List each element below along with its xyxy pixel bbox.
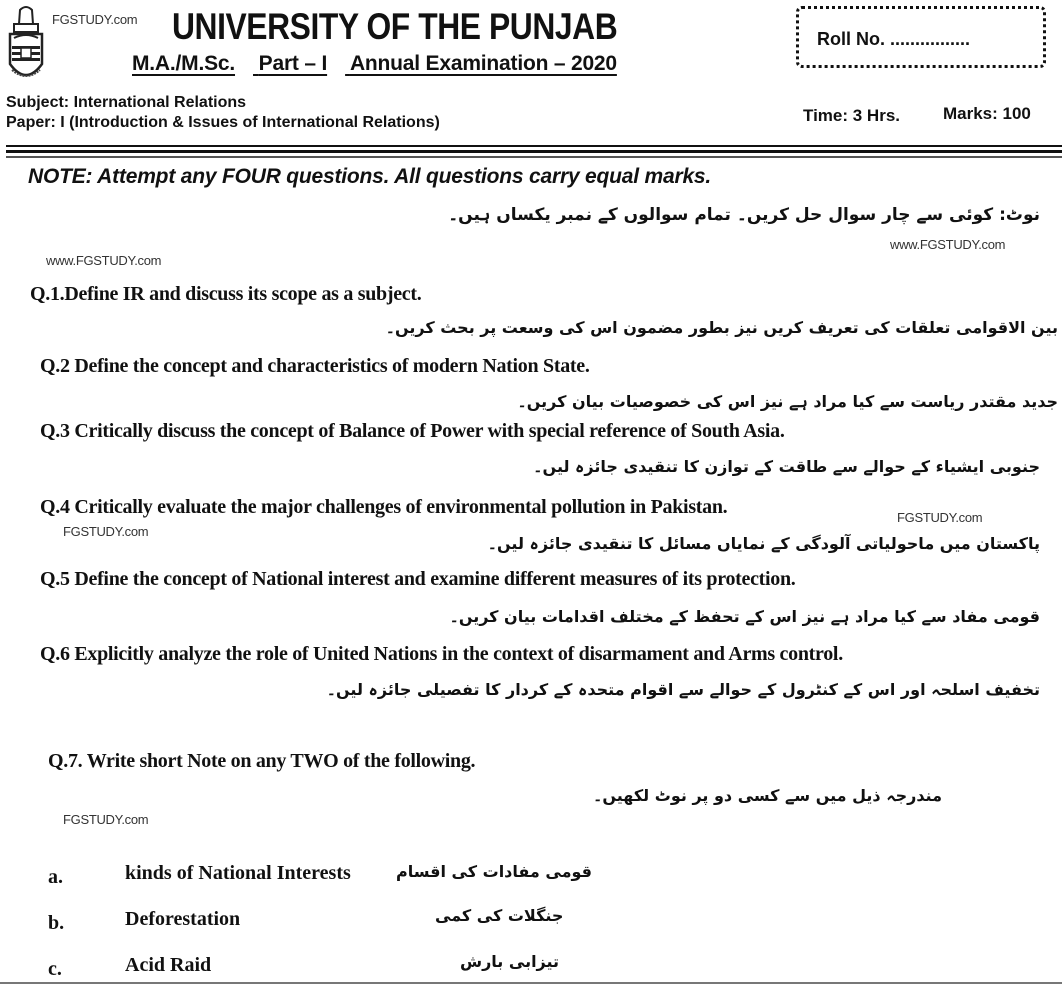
option-b-letter: b. <box>48 912 65 934</box>
instructions-note: NOTE: Attempt any FOUR questions. All questions carry equal marks. <box>28 165 712 188</box>
option-a-text: kinds of National Interests <box>125 862 351 884</box>
option-c-letter: c. <box>48 958 62 980</box>
question-5-urdu: قومی مفاد سے کیا مراد ہے نیز اس کے تحفظ کے مختلف اقدامات بیان کریں۔ <box>449 607 1040 626</box>
subject-label: Subject: International Relations <box>6 94 247 111</box>
watermark-text: FGSTUDY.com <box>63 524 149 539</box>
exam-label: Annual Examination – 2020 <box>349 52 617 75</box>
option-a-letter: a. <box>48 866 63 888</box>
watermark-text: www.FGSTUDY.com <box>890 237 1006 252</box>
program-label: M.A./M.Sc. <box>132 52 236 75</box>
watermark-text: FGSTUDY.com <box>897 510 983 525</box>
page-bottom-divider <box>0 982 1062 984</box>
question-4-urdu: پاکستان میں ماحولیاتی آلودگی کے نمایاں مسائل کا تنقیدی جائزہ لیں۔ <box>487 534 1040 553</box>
question-1: Q.1.Define IR and discuss its scope as a subject. <box>30 283 422 305</box>
header-divider-1 <box>6 145 1062 147</box>
watermark-text: www.FGSTUDY.com <box>46 253 162 268</box>
header-divider-3 <box>6 156 1062 158</box>
crest-icon <box>6 6 46 90</box>
roll-number-label: Roll No. ................ <box>817 29 971 49</box>
question-4: Q.4 Critically evaluate the major challenges of environmental pollution in Pakistan. <box>40 496 728 518</box>
question-2-urdu: جدید مقتدر ریاست سے کیا مراد ہے نیز اس کی خصوصیات بیان کریں۔ <box>517 392 1058 411</box>
question-1-urdu: بین الاقوامی تعلقات کی تعریف کریں نیز بطور مضمون اس کی وسعت پر بحث کریں۔ <box>385 318 1058 337</box>
question-7-urdu: مندرجہ ذیل میں سے کسی دو پر نوٹ لکھیں۔ <box>593 786 942 805</box>
question-3-urdu: جنوبی ایشیاء کے حوالے سے طاقت کے توازن کا تنقیدی جائزہ لیں۔ <box>533 457 1040 476</box>
part-label: Part – I <box>258 52 328 75</box>
instructions-note-urdu: نوٹ: کوئی سے چار سوال حل کریں۔ تمام سوالوں کے نمبر یکساں ہیں۔ <box>448 205 1040 225</box>
question-2: Q.2 Define the concept and characteristics of modern Nation State. <box>40 355 590 377</box>
question-7: Q.7. Write short Note on any TWO of the following. <box>48 750 476 772</box>
option-c-text: Acid Raid <box>125 954 212 976</box>
marks-label: Marks: 100 <box>943 104 1031 123</box>
paper-label: Paper: I (Introduction & Issues of International Relations) <box>6 114 440 131</box>
watermark-text: FGSTUDY.com <box>63 812 149 827</box>
option-b-urdu: جنگلات کی کمی <box>435 906 564 925</box>
question-5: Q.5 Define the concept of National interest and examine different measures of its protection. <box>40 568 796 590</box>
exam-line <box>132 52 617 76</box>
question-6-urdu: تخفیف اسلحہ اور اس کے کنٹرول کے حوالے سے اقوام متحدہ کے کردار کا تفصیلی جائزہ لیں۔ <box>326 680 1040 699</box>
option-a-urdu: قومی مفادات کی اقسام <box>396 862 592 881</box>
question-6: Q.6 Explicitly analyze the role of United Nations in the context of disarmament and Arms control. <box>40 643 843 665</box>
time-label: Time: 3 Hrs. <box>803 106 901 125</box>
option-b-text: Deforestation <box>125 908 241 930</box>
option-c-urdu: تیزابی بارش <box>460 952 560 971</box>
question-3: Q.3 Critically discuss the concept of Balance of Power with special reference of South Asia. <box>40 420 785 442</box>
header-divider-2 <box>6 150 1062 153</box>
university-title: UNIVERSITY OF THE PUNJAB <box>172 6 618 47</box>
university-crest-logo <box>6 6 46 90</box>
roll-number-box <box>796 6 1046 68</box>
watermark-text: FGSTUDY.com <box>52 12 138 27</box>
